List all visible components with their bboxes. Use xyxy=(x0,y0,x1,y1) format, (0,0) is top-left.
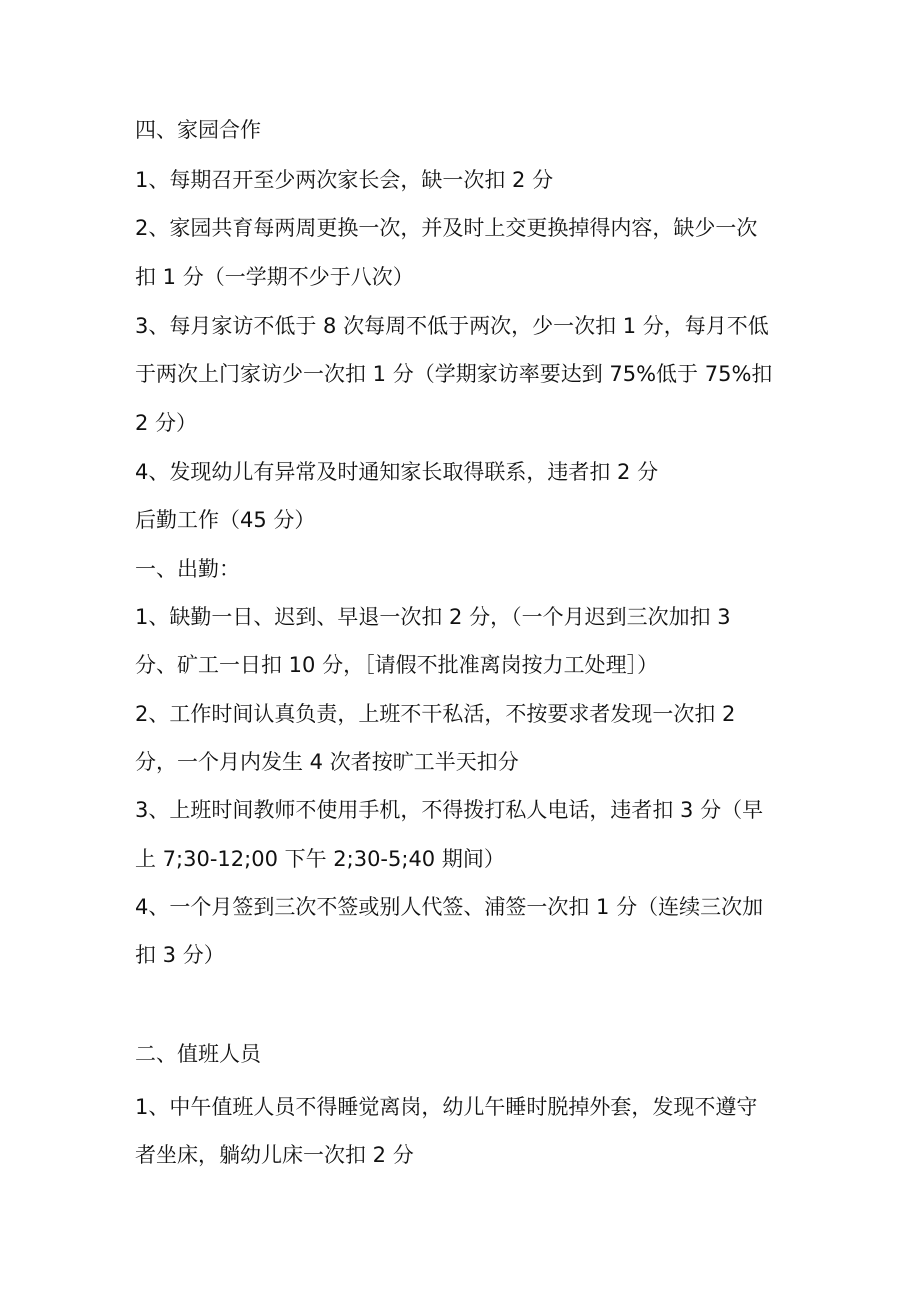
text-line: 4、发现幼儿有异常及时通知家长取得联系，违者扣 2 分 xyxy=(135,460,659,484)
text-line: 2 分） xyxy=(135,411,198,435)
text-line: 扣 1 分（一学期不少于八次） xyxy=(135,265,414,289)
text-line: 1、缺勤一日、迟到、早退一次扣 2 分，（一个月迟到三次加扣 3 xyxy=(135,605,731,629)
text-line: 4、一个月签到三次不签或别人代签、浦签一次扣 1 分（连续三次加 xyxy=(135,895,764,919)
text-line: 3、上班时间教师不使用手机，不得拨打私人电话，违者扣 3 分（早 xyxy=(135,798,764,822)
section-heading-home-school: 四、家园合作 xyxy=(135,118,261,142)
text-line: 扣 3 分） xyxy=(135,943,225,967)
section-heading-attendance: 一、出勤： xyxy=(135,557,240,581)
text-line: 2、工作时间认真负责，上班不干私活，不按要求者发现一次扣 2 xyxy=(135,702,736,726)
text-line: 1、中午值班人员不得睡觉离岗，幼儿午睡时脱掉外套，发现不遵守 xyxy=(135,1095,758,1119)
text-line: 分，一个月内发生 4 次者按旷工半天扣分 xyxy=(135,750,519,774)
text-line: 于两次上门家访少一次扣 1 分（学期家访率要达到 75%低于 75%扣 xyxy=(135,362,773,386)
text-line: 分、矿工一日扣 10 分，［请假不批准离岗按力工处理］） xyxy=(135,653,659,677)
text-line: 1、每期召开至少两次家长会，缺一次扣 2 分 xyxy=(135,168,554,192)
text-line: 上 7;30-12;00 下午 2;30-5;40 期间） xyxy=(135,847,505,871)
text-line: 2、家园共育每两周更换一次，并及时上交更换掉得内容，缺少一次 xyxy=(135,216,758,240)
section-heading-logistics: 后勤工作（45 分） xyxy=(135,508,316,532)
section-heading-duty-staff: 二、值班人员 xyxy=(135,1042,261,1066)
text-line: 3、每月家访不低于 8 次每周不低于两次，少一次扣 1 分，每月不低 xyxy=(135,314,769,338)
text-line: 者坐床，躺幼儿床一次扣 2 分 xyxy=(135,1143,414,1167)
